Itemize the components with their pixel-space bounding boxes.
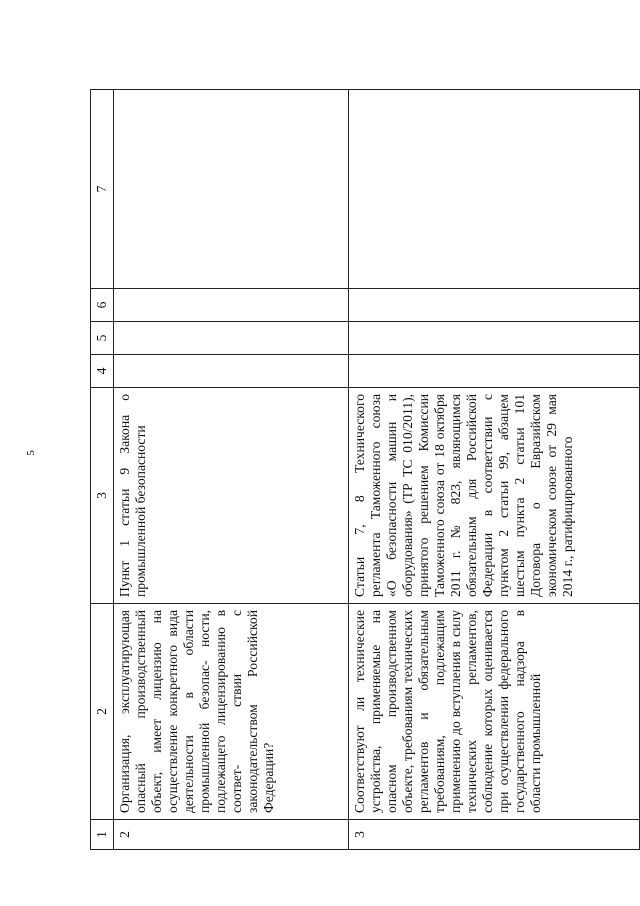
table-row (349, 90, 640, 850)
column-header-7: 7 (91, 90, 114, 289)
row-number: 3 (349, 820, 640, 850)
empty-cell (114, 322, 349, 355)
column-header-4: 4 (91, 355, 114, 388)
question-cell: Соответствуют ли технические устройства, применяемые на опасном производственном объекте, требованиям технических регламентов и обязательным требованиям, подлежащим применению до вступления в силу технических регламентов, соблюдение которых оценивается при осуществлении федерального государственного надзора в области промышленной (349, 604, 640, 820)
column-header-5: 5 (91, 322, 114, 355)
empty-cell (349, 289, 640, 322)
rotated-table-container (90, 90, 640, 850)
checklist-table (90, 89, 640, 850)
references-cell: Статьи 7, 8 Технического регламента Таможенного союза «О безопасности машин и оборудования» (ТР ТС 010/2011), принятого решением Комиссии Таможенного союза от 18 октября 2011 г. № 823, являющимся обязательным для Российской Федерации в соответствии с пунктом 2 статьи 99, абзацем шестым пункта 2 статьи 101 Договора о Евразийском экономическом союзе от 29 мая 2014 г., ратифицированного (349, 388, 640, 604)
empty-cell (114, 90, 349, 289)
question-cell: Организация, эксплуатирующая опасный производственный объект, имеет лицензию на осуществление конкретного вида деятельности в области промышленной безопас- ности, подлежащего лицензированию в соответ- ствии с законодательством Российской Федерации? (114, 604, 349, 820)
empty-cell (349, 90, 640, 289)
column-header-3: 3 (91, 388, 114, 604)
column-header-1: 1 (91, 820, 114, 850)
empty-cell (349, 322, 640, 355)
empty-cell (349, 355, 640, 388)
header-row (91, 90, 114, 850)
column-header-6: 6 (91, 289, 114, 322)
table-row (114, 90, 349, 850)
references-cell: Пункт 1 статьи 9 Закона о промышленной безопасности (114, 388, 349, 604)
column-header-2: 2 (91, 604, 114, 820)
empty-cell (114, 355, 349, 388)
page-number: 5 (24, 450, 37, 456)
empty-cell (114, 289, 349, 322)
row-number: 2 (114, 820, 349, 850)
